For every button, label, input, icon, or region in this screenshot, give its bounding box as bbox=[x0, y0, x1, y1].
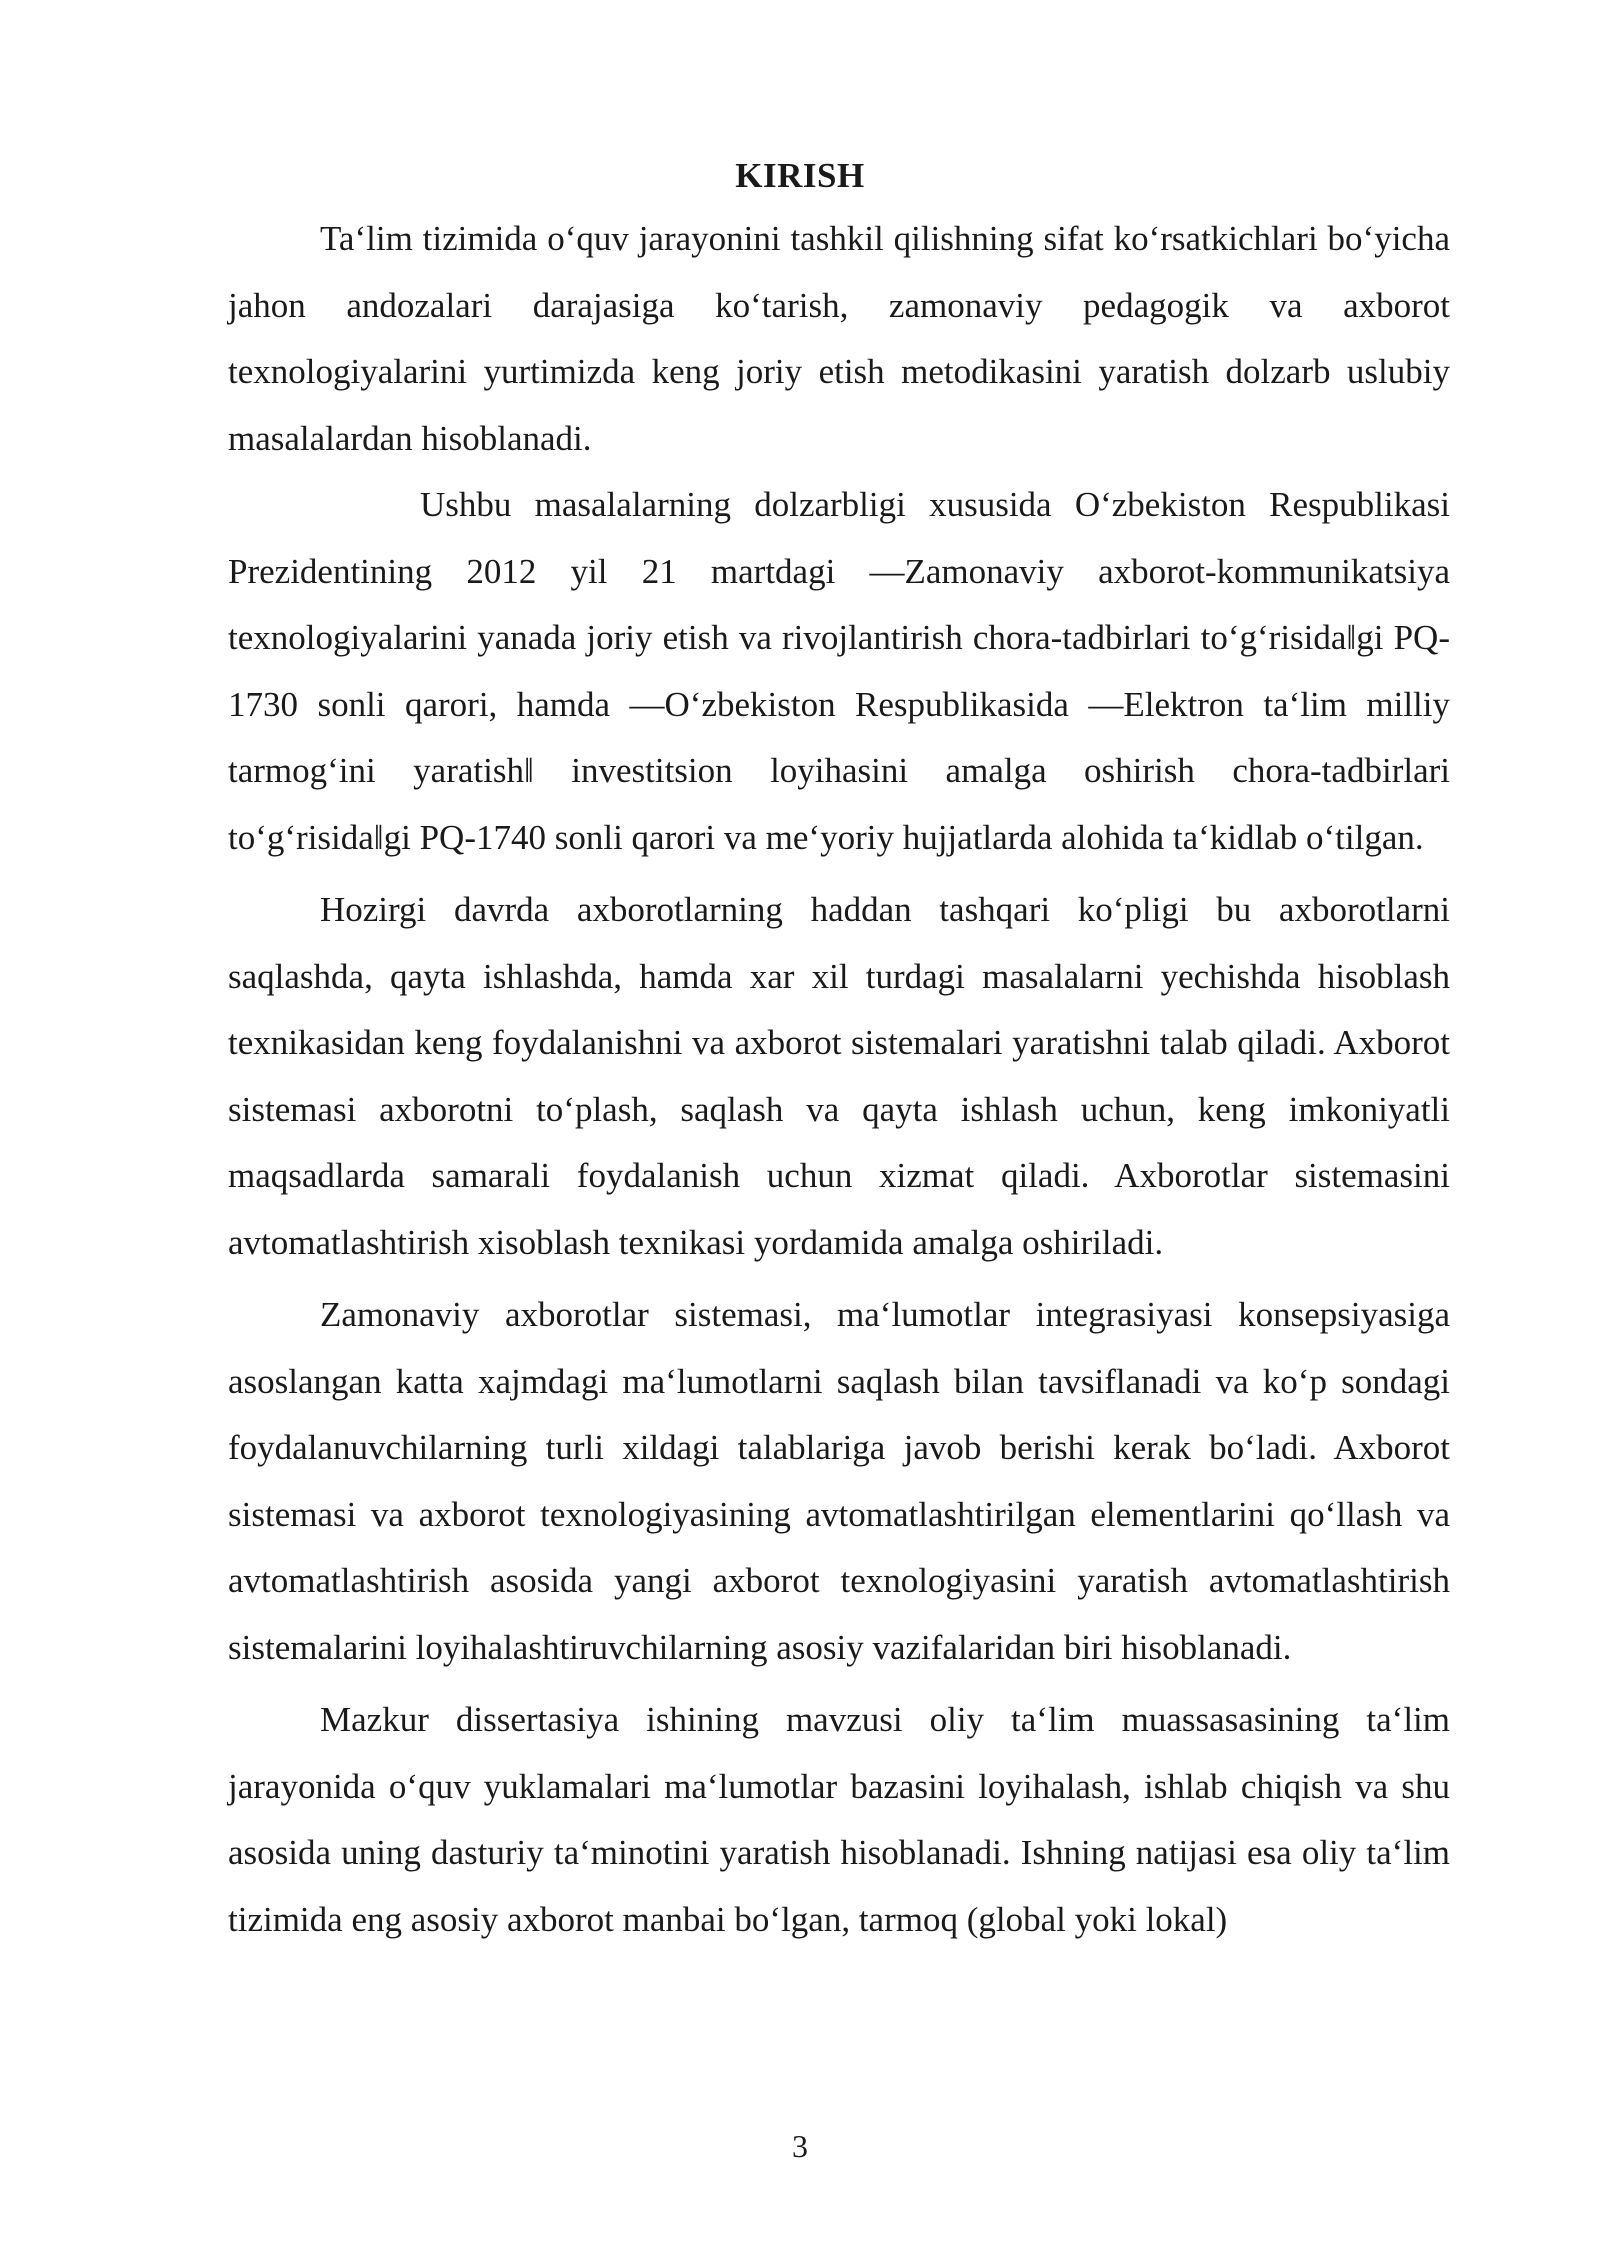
page-number: 3 bbox=[792, 2128, 808, 2164]
paragraph-information-volume: Hozirgi davrda axborotlarning haddan tashqari ko‘pligi bu axborotlarni saqlashda, qayta ishlashda, hamda xar xil turdagi masalalarni yechishda hisoblash texnikasidan keng foydalanishni va axborot sistemalari yaratishni talab qiladi. Axborot sistemasi axborotni to‘plash, saqlash va qayta ishlash uchun, keng imkoniyatli maqsadlarda samarali foydalanish uchun xizmat qiladi. Axborotlar sistemasini avtomatlashtirish xisoblash texnikasi yordamida amalga oshiriladi. bbox=[228, 890, 1450, 1262]
paragraph-intro: Ta‘lim tizimida o‘quv jarayonini tashkil qilishning sifat ko‘rsatkichlari bo‘yicha jahon andozalari darajasiga ko‘tarish, zamonaviy pedagogik va axborot texnologiyalarini yurtimizda keng joriy etish metodikasini yaratish dolzarb uslubiy masalalardan hisoblanadi. bbox=[228, 219, 1450, 458]
paragraph-decrees: Ushbu masalalarning dolzarbligi xususida O‘zbekiston Respublikasi Prezidentining 2012 yil 21 martdagi ―Zamonaviy axborot-kommunikatsiya texnologiyalarini yanada joriy etish va rivojlantirish chora-tadbirlari to‘g‘risida‖gi PQ-1730 sonli qarori, hamda ―O‘zbekiston Respublikasida ―Elektron ta‘lim milliy tarmog‘ini yaratish‖ investitsion loyihasini amalga oshirish chora-tadbirlari to‘g‘risida‖gi PQ-1740 sonli qarori va me‘yoriy hujjatlarda alohida ta‘kidlab o‘tilgan. bbox=[228, 485, 1450, 857]
paragraph-modern-systems: Zamonaviy axborotlar sistemasi, ma‘lumotlar integrasiyasi konsepsiyasiga asoslangan katta xajmdagi ma‘lumotlarni saqlash bilan tavsiflanadi va ko‘p sondagi foydalanuvchilarning turli xildagi talablariga javob berishi kerak bo‘ladi. Axborot sistemasi va axborot texnologiyasining avtomatlashtirilgan elementlarini qo‘llash va avtomatlashtirish asosida yangi axborot texnologiyasini yaratish avtomatlashtirish sistemalarini loyihalashtiruvchilarning asosiy vazifalaridan biri hisoblanadi. bbox=[228, 1295, 1450, 1667]
paragraph-dissertation-topic: Mazkur dissertasiya ishining mavzusi oliy ta‘lim muassasasining ta‘lim jarayonida o‘quv yuklamalari ma‘lumotlar bazasini loyihalash, ishlab chiqish va shu asosida uning dasturiy ta‘minotini yaratish hisoblanadi. Ishning natijasi esa oliy ta‘lim tizimida eng asosiy axborot manbai bo‘lgan, tarmoq (global yoki lokal) bbox=[228, 1700, 1450, 1939]
body-text bbox=[228, 206, 1450, 1953]
section-title: KIRISH bbox=[735, 156, 865, 195]
